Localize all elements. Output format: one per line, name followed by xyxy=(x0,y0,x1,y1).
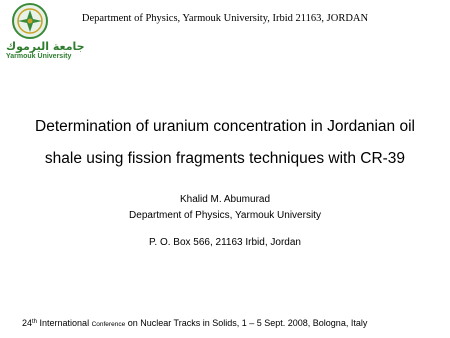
university-emblem-icon xyxy=(2,2,58,42)
author-department: Department of Physics, Yarmouk University xyxy=(129,210,321,221)
footer-text-1: International xyxy=(37,318,92,328)
author-name: Khalid M. Abumurad xyxy=(179,194,271,205)
university-logo xyxy=(2,2,85,66)
logo-english-name: Yarmouk University xyxy=(6,53,72,60)
logo-arabic-name: جامعة اليرموك xyxy=(6,40,85,53)
footer-number: 24 xyxy=(22,318,33,328)
conference-footer xyxy=(22,318,367,328)
author-address: P. O. Box 566, 21163 Irbid, Jordan xyxy=(149,237,301,248)
title-line-1: Determination of uranium concentration in Jordanian oil xyxy=(35,118,415,135)
footer-conference-word: Conference xyxy=(91,321,126,328)
footer-text-2: on Nuclear Tracks in Solids, 1 – 5 Sept. 2008, Bologna, Italy xyxy=(125,318,368,328)
footer-ordinal: th xyxy=(32,319,38,325)
title-line-2: shale using fission fragments techniques with CR-39 xyxy=(44,150,406,167)
header-affiliation: Department of Physics, Yarmouk University, Irbid 21163, JORDAN xyxy=(81,13,369,24)
